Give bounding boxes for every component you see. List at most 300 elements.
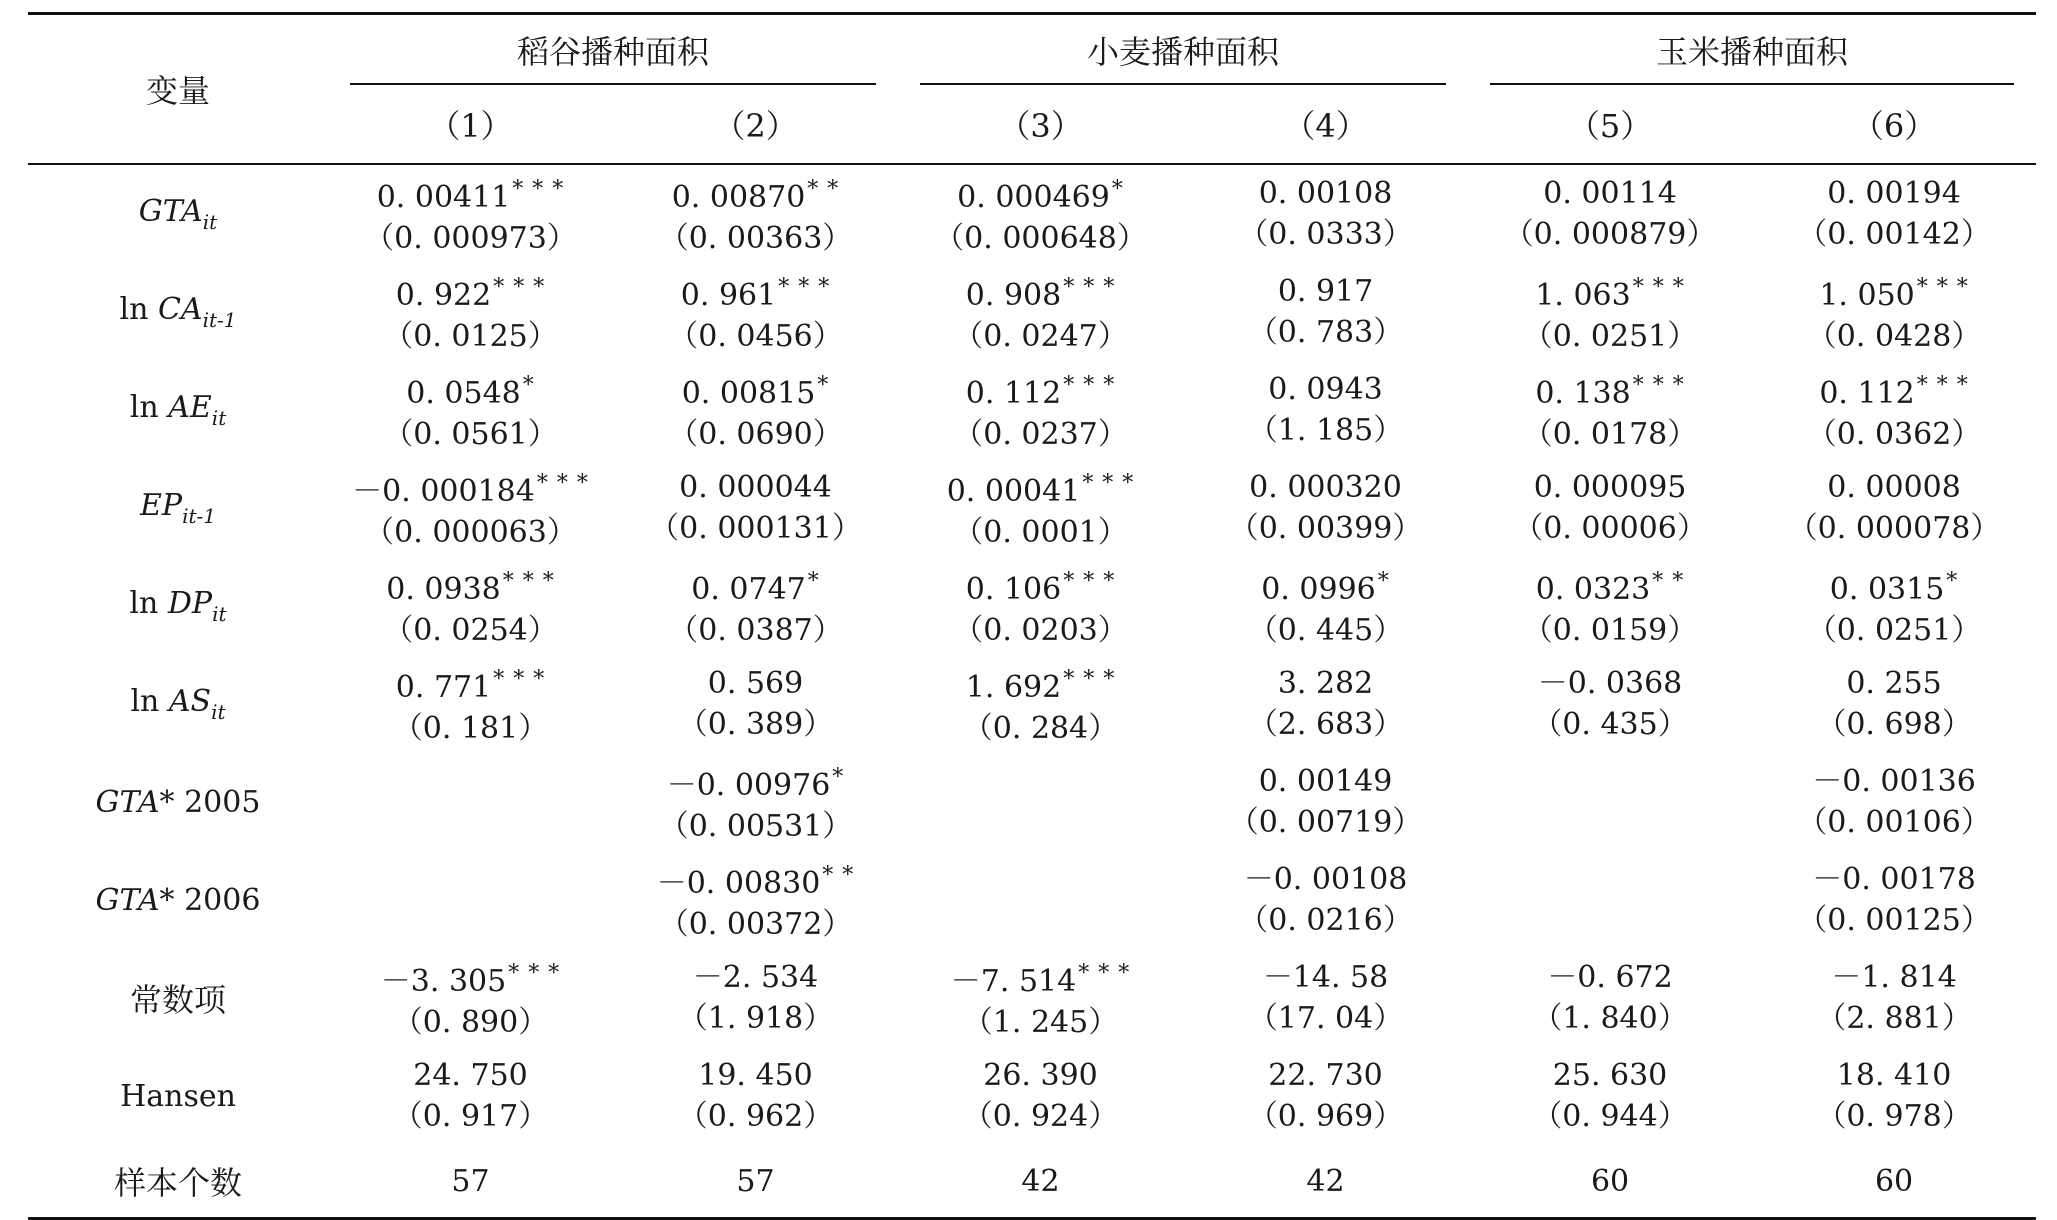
coefficient-cell — [1183, 1047, 1468, 1145]
coefficient-cell — [1183, 459, 1468, 557]
coefficient-cell — [613, 459, 898, 557]
coefficient-cell — [898, 361, 1183, 459]
coefficient-cell — [328, 164, 613, 263]
row-label-suffix: 2006 — [174, 882, 261, 918]
coefficient-value: －3. 305 — [380, 964, 507, 999]
coefficient-value: 0. 000320 — [1249, 470, 1402, 505]
coefficient-cell — [898, 851, 1183, 949]
coefficient-line — [898, 169, 1183, 218]
standard-error: （17. 04） — [1247, 1001, 1404, 1036]
standard-error: （0. 0254） — [383, 613, 558, 648]
group-underline — [350, 83, 876, 85]
standard-error: （0. 0362） — [1806, 417, 1982, 452]
table-row — [28, 1145, 2036, 1219]
coefficient-value: 0. 00870 — [671, 180, 806, 215]
coefficient-value: 1. 050 — [1819, 278, 1915, 313]
row-label-subscript: it — [202, 210, 218, 234]
coefficient-cell — [1752, 1145, 2036, 1219]
coefficient-value: 0. 00008 — [1827, 470, 1961, 505]
row-label-suffix: 2005 — [174, 784, 261, 820]
row-label-prefix: ln — [119, 292, 158, 327]
significance-stars: * * — [807, 177, 840, 202]
coefficient-cell — [1468, 263, 1752, 361]
coefficient-line — [1468, 1055, 1752, 1096]
coefficient-cell — [898, 557, 1183, 655]
coefficient-cell — [613, 655, 898, 753]
standard-error: （2. 683） — [1247, 707, 1404, 742]
table-row — [28, 361, 2036, 459]
significance-stars: * — [817, 373, 830, 398]
table-row — [28, 263, 2036, 361]
coefficient-value: 0. 138 — [1535, 376, 1631, 411]
coefficient-cell — [1468, 557, 1752, 655]
coefficient-cell — [898, 263, 1183, 361]
coefficient-cell — [613, 949, 898, 1047]
coefficient-cell — [1183, 361, 1468, 459]
coefficient-value: －7. 514 — [950, 964, 1077, 999]
coefficient-value: 25. 630 — [1552, 1058, 1668, 1093]
coefficient-line — [613, 169, 898, 218]
standard-error: （0. 978） — [1816, 1099, 1972, 1134]
coefficient-cell — [1752, 753, 2036, 851]
coefficient-cell — [1183, 557, 1468, 655]
coefficient-value: 19. 450 — [698, 1058, 813, 1093]
coefficient-cell — [1468, 655, 1752, 753]
coefficient-cell — [1183, 851, 1468, 949]
coefficient-line — [1752, 663, 2036, 704]
row-label-variable: AS — [168, 684, 212, 719]
standard-error: （0. 969） — [1247, 1099, 1404, 1134]
coefficient-line — [1468, 663, 1752, 704]
coefficient-line — [328, 463, 613, 512]
table-row — [28, 949, 2036, 1047]
standard-error: （1. 185） — [1247, 413, 1404, 448]
coefficient-value: 1. 692 — [965, 670, 1062, 705]
coefficient-cell — [898, 949, 1183, 1047]
row-label — [28, 655, 328, 753]
coefficient-line — [1468, 173, 1752, 214]
coefficient-line — [1183, 369, 1468, 410]
coefficient-value: 0. 000044 — [679, 470, 832, 505]
coefficient-line — [1752, 467, 2036, 508]
significance-stars: * * * — [502, 569, 555, 594]
standard-error: （0. 917） — [392, 1099, 549, 1134]
coefficient-cell — [1468, 1047, 1752, 1145]
coefficient-value: 60 — [1590, 1163, 1630, 1199]
row-label-variable: GTA* — [95, 882, 175, 918]
coefficient-cell — [328, 263, 613, 361]
coefficient-value: 0. 569 — [707, 666, 804, 701]
coefficient-line — [1468, 267, 1752, 316]
coefficient-value: 1. 063 — [1535, 278, 1631, 313]
coefficient-value: －2. 534 — [692, 960, 819, 995]
coefficient-value: 0. 961 — [680, 278, 777, 313]
coefficient-cell — [1468, 459, 1752, 557]
coefficient-line — [1468, 1161, 1752, 1202]
coefficient-value: 0. 112 — [965, 376, 1062, 411]
coefficient-line — [1752, 561, 2036, 610]
table-row — [28, 459, 2036, 557]
row-label — [28, 164, 328, 263]
regression-table — [28, 12, 2036, 1220]
coefficient-value: 57 — [451, 1163, 490, 1199]
group-header-corn — [1468, 14, 2036, 86]
standard-error: （1. 918） — [677, 1001, 834, 1036]
standard-error: （0. 00719） — [1228, 805, 1423, 840]
coefficient-value: 0. 00108 — [1258, 176, 1393, 211]
row-label-variable: GTA* — [95, 784, 175, 820]
standard-error: （0. 0387） — [668, 613, 843, 648]
significance-stars: * * * — [1632, 275, 1685, 300]
coefficient-value: 0. 0323 — [1535, 572, 1651, 607]
coefficient-value: 42 — [1021, 1163, 1060, 1199]
standard-error: （0. 435） — [1532, 707, 1688, 742]
coefficient-cell — [1468, 361, 1752, 459]
group-underline — [920, 83, 1446, 85]
coefficient-cell — [1468, 851, 1752, 949]
coefficient-line — [898, 365, 1183, 414]
standard-error: （0. 0690） — [668, 417, 843, 452]
significance-stars: * * * — [536, 471, 589, 496]
coefficient-value: 18. 410 — [1836, 1058, 1952, 1093]
coefficient-cell — [328, 1145, 613, 1219]
coefficient-line — [328, 169, 613, 218]
standard-error: （0. 00531） — [658, 809, 853, 844]
standard-error: （0. 0428） — [1806, 319, 1982, 354]
coefficient-value: 3. 282 — [1277, 666, 1374, 701]
coefficient-line — [613, 855, 898, 904]
row-label — [28, 1047, 328, 1145]
row-label — [28, 753, 328, 851]
coefficient-line — [613, 1161, 898, 1202]
coefficient-line — [613, 467, 898, 508]
significance-stars: * * * — [1916, 275, 1969, 300]
table-row — [28, 655, 2036, 753]
coefficient-cell — [1183, 164, 1468, 263]
significance-stars: * — [832, 765, 845, 790]
standard-error: （0. 0251） — [1806, 613, 1982, 648]
significance-stars: * * * — [1063, 275, 1116, 300]
row-label — [28, 1145, 328, 1219]
table-row — [28, 753, 2036, 851]
significance-stars: * * * — [1632, 373, 1685, 398]
coefficient-value: 0. 00815 — [681, 376, 816, 411]
row-label — [28, 949, 328, 1047]
coefficient-cell — [1183, 1145, 1468, 1219]
standard-error: （0. 698） — [1816, 707, 1972, 742]
coefficient-cell — [613, 164, 898, 263]
standard-error: （0. 445） — [1247, 613, 1404, 648]
coefficient-value: －0. 00136 — [1812, 764, 1976, 799]
row-label-subscript: it-1 — [182, 504, 216, 528]
row-label-subscript: it-1 — [202, 308, 237, 332]
table-row — [28, 1047, 2036, 1145]
coefficient-value: 0. 00411 — [376, 180, 511, 215]
standard-error: （0. 00106） — [1797, 805, 1991, 840]
standard-error: （1. 245） — [962, 1005, 1119, 1040]
coefficient-value: 0. 917 — [1277, 274, 1374, 309]
coefficient-line — [1468, 957, 1752, 998]
standard-error: （0. 0456） — [668, 319, 843, 354]
standard-error: （0. 00363） — [658, 221, 853, 256]
coefficient-cell — [1468, 949, 1752, 1047]
coefficient-line — [1752, 1055, 2036, 1096]
row-label — [28, 361, 328, 459]
row-label-variable: CA — [157, 292, 203, 327]
coefficient-cell — [898, 1145, 1183, 1219]
significance-stars: * — [1111, 177, 1124, 202]
coefficient-cell — [1752, 1047, 2036, 1145]
coefficient-cell — [613, 1145, 898, 1219]
coefficient-cell — [1183, 949, 1468, 1047]
column-header: （3） — [998, 107, 1083, 145]
significance-stars: * * — [822, 863, 855, 888]
variable-header: 变量 — [28, 14, 328, 165]
table-row — [28, 851, 2036, 949]
standard-error: （0. 00372） — [658, 907, 853, 942]
standard-error: （0. 000648） — [934, 221, 1147, 256]
coefficient-line — [1183, 761, 1468, 802]
coefficient-cell — [328, 949, 613, 1047]
coefficient-line — [1183, 271, 1468, 312]
column-header: （5） — [1567, 107, 1653, 145]
row-label — [28, 263, 328, 361]
coefficient-cell — [328, 1047, 613, 1145]
standard-error: （1. 840） — [1532, 1001, 1688, 1036]
standard-error: （0. 890） — [392, 1005, 549, 1040]
standard-error: （0. 00006） — [1513, 511, 1707, 546]
coefficient-value: 0. 0548 — [406, 376, 521, 411]
significance-stars: * * * — [1063, 373, 1116, 398]
coefficient-cell — [898, 753, 1183, 851]
group-header-row — [28, 14, 2036, 86]
coefficient-line — [613, 757, 898, 806]
coefficient-line — [328, 365, 613, 414]
significance-stars: * * * — [493, 275, 546, 300]
table-row — [28, 164, 2036, 263]
coefficient-value: －0. 000184 — [352, 474, 535, 509]
coefficient-value: 0. 00114 — [1543, 176, 1677, 211]
group-header-rice — [328, 14, 898, 86]
coefficient-line — [328, 1055, 613, 1096]
coefficient-line — [898, 267, 1183, 316]
coefficient-value: 0. 0943 — [1268, 372, 1383, 407]
table-header — [28, 14, 2036, 165]
coefficient-cell — [1752, 851, 2036, 949]
group-header-wheat — [898, 14, 1468, 86]
coefficient-line — [898, 953, 1183, 1002]
standard-error: （0. 284） — [962, 711, 1119, 746]
coefficient-line — [898, 1161, 1183, 1202]
coefficient-line — [1183, 957, 1468, 998]
significance-stars: * * * — [1063, 569, 1116, 594]
coefficient-line — [328, 267, 613, 316]
coefficient-line — [1752, 761, 2036, 802]
row-label-variable: DP — [167, 586, 213, 621]
coefficient-cell — [1468, 164, 1752, 263]
coefficient-cell — [613, 361, 898, 459]
coefficient-value: 0. 908 — [965, 278, 1062, 313]
coefficient-value: 0. 0747 — [691, 572, 806, 607]
standard-error: （0. 000063） — [364, 515, 577, 550]
coefficient-cell — [1183, 263, 1468, 361]
coefficient-line — [328, 561, 613, 610]
standard-error: （0. 0333） — [1238, 217, 1413, 252]
coefficient-cell — [328, 361, 613, 459]
coefficient-line — [613, 561, 898, 610]
coefficient-cell — [613, 851, 898, 949]
coefficient-cell — [328, 655, 613, 753]
coefficient-line — [898, 561, 1183, 610]
row-label-prefix: ln — [129, 586, 168, 621]
significance-stars: * * * — [1916, 373, 1969, 398]
coefficient-line — [328, 1161, 613, 1202]
coefficient-cell — [1752, 164, 2036, 263]
coefficient-line — [1183, 663, 1468, 704]
coefficient-value: 60 — [1874, 1163, 1914, 1199]
standard-error: （0. 0178） — [1522, 417, 1698, 452]
standard-error: （0. 924） — [962, 1099, 1119, 1134]
row-label-text: 常数项 — [129, 981, 226, 1019]
group-header-wheat-label: 小麦播种面积 — [1087, 33, 1280, 71]
coefficient-line — [898, 1055, 1183, 1096]
standard-error: （0. 000879） — [1503, 217, 1717, 252]
coefficient-line — [328, 953, 613, 1002]
row-label — [28, 557, 328, 655]
coefficient-line — [613, 365, 898, 414]
coefficient-value: 0. 255 — [1846, 666, 1942, 701]
coefficient-value: 26. 390 — [983, 1058, 1098, 1093]
coefficient-line — [1183, 1161, 1468, 1202]
coefficient-cell — [328, 459, 613, 557]
standard-error: （0. 00399） — [1228, 511, 1423, 546]
significance-stars: * — [1946, 569, 1959, 594]
standard-error: （0. 00125） — [1797, 903, 1991, 938]
standard-error: （0. 000078） — [1787, 511, 2001, 546]
coefficient-cell — [613, 557, 898, 655]
coefficient-value: 0. 00149 — [1258, 764, 1393, 799]
coefficient-line — [1183, 173, 1468, 214]
row-label-text: 样本个数 — [113, 1164, 242, 1202]
column-header: （6） — [1851, 107, 1937, 145]
coefficient-value: 0. 0938 — [386, 572, 501, 607]
coefficient-value: 0. 000469 — [957, 180, 1110, 215]
coefficient-value: －0. 00108 — [1243, 862, 1408, 897]
coefficient-line — [613, 1055, 898, 1096]
row-label-subscript: it — [212, 602, 227, 626]
coefficient-value: 0. 106 — [965, 572, 1062, 607]
group-underline — [1490, 83, 2014, 85]
coefficient-value: －0. 00976 — [666, 768, 831, 803]
significance-stars: * — [807, 569, 820, 594]
row-label-variable: AE — [168, 390, 212, 425]
standard-error: （2. 881） — [1816, 1001, 1972, 1036]
row-label-subscript: it — [211, 406, 227, 430]
standard-error: （0. 0203） — [953, 613, 1128, 648]
row-label-subscript: it — [211, 700, 226, 724]
column-header-row — [28, 85, 2036, 164]
table-body — [28, 164, 2036, 1219]
coefficient-cell — [328, 753, 613, 851]
coefficient-cell — [613, 1047, 898, 1145]
significance-stars: * * * — [1078, 961, 1131, 986]
coefficient-cell — [1468, 753, 1752, 851]
coefficient-line — [613, 957, 898, 998]
standard-error: （0. 0159） — [1522, 613, 1698, 648]
standard-error: （0. 944） — [1532, 1099, 1688, 1134]
coefficient-cell — [1752, 263, 2036, 361]
coefficient-line — [1752, 957, 2036, 998]
row-label-text: Hansen — [120, 1078, 236, 1114]
coefficient-line — [898, 463, 1183, 512]
coefficient-value: －0. 00178 — [1812, 862, 1976, 897]
coefficient-value: 0. 00194 — [1827, 176, 1961, 211]
coefficient-line — [1183, 561, 1468, 610]
standard-error: （0. 0251） — [1522, 319, 1698, 354]
standard-error: （0. 962） — [677, 1099, 834, 1134]
coefficient-line — [1752, 1161, 2036, 1202]
coefficient-cell — [328, 851, 613, 949]
coefficient-value: 0. 922 — [395, 278, 492, 313]
standard-error: （0. 181） — [392, 711, 549, 746]
coefficient-cell — [1752, 557, 2036, 655]
coefficient-line — [613, 663, 898, 704]
row-label — [28, 851, 328, 949]
coefficient-line — [898, 659, 1183, 708]
coefficient-value: 0. 000095 — [1533, 470, 1687, 505]
significance-stars: * — [1377, 569, 1390, 594]
coefficient-cell — [898, 164, 1183, 263]
significance-stars: * * — [1652, 569, 1685, 594]
coefficient-value: 0. 0315 — [1829, 572, 1945, 607]
group-header-corn-label: 玉米播种面积 — [1656, 33, 1849, 71]
coefficient-cell — [1468, 1145, 1752, 1219]
column-header: （1） — [428, 107, 513, 145]
coefficient-cell — [1752, 459, 2036, 557]
column-header: （4） — [1283, 107, 1368, 145]
coefficient-cell — [898, 459, 1183, 557]
coefficient-line — [1752, 859, 2036, 900]
coefficient-line — [1183, 467, 1468, 508]
coefficient-value: 22. 730 — [1268, 1058, 1383, 1093]
coefficient-line — [1752, 267, 2036, 316]
significance-stars: * * * — [1082, 471, 1135, 496]
coefficient-value: 0. 0996 — [1261, 572, 1376, 607]
standard-error: （0. 0125） — [383, 319, 558, 354]
coefficient-line — [1468, 467, 1752, 508]
standard-error: （0. 0247） — [953, 319, 1128, 354]
coefficient-line — [1183, 859, 1468, 900]
coefficient-value: 42 — [1306, 1163, 1345, 1199]
coefficient-line — [1468, 561, 1752, 610]
coefficient-value: 57 — [736, 1163, 775, 1199]
coefficient-value: －1. 814 — [1831, 960, 1957, 995]
coefficient-cell — [613, 263, 898, 361]
standard-error: （0. 0001） — [953, 515, 1128, 550]
coefficient-line — [1752, 365, 2036, 414]
significance-stars: * * * — [1063, 667, 1116, 692]
standard-error: （0. 000131） — [649, 511, 862, 546]
column-header: （2） — [713, 107, 798, 145]
coefficient-value: －0. 0368 — [1537, 666, 1683, 701]
coefficient-value: －0. 672 — [1547, 960, 1673, 995]
table-row — [28, 557, 2036, 655]
row-label-prefix: ln — [129, 390, 169, 425]
significance-stars: * — [522, 373, 535, 398]
coefficient-cell — [1752, 655, 2036, 753]
coefficient-value: 0. 00041 — [946, 474, 1081, 509]
standard-error: （0. 0561） — [383, 417, 558, 452]
